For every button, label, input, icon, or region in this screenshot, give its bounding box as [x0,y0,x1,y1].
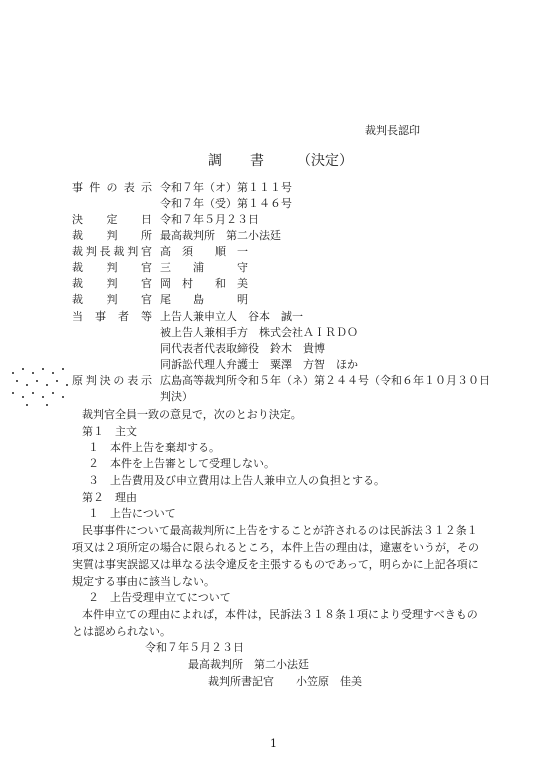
document-title-type: （決定） [297,153,353,169]
label-judge: 裁 判 官 [72,293,152,306]
original-judgment-1: 広島高等裁判所令和５年（ネ）第２４４号（令和６年１０月３０日 [160,374,490,387]
document-title: 調 書 [208,153,264,169]
label-parties: 当 事 者 等 [72,310,152,323]
judge-2: 岡 村 和 美 [160,277,248,290]
party-representative: 同代表者代表取締役 鈴木 貴博 [160,342,325,355]
reason-paragraph-2-line-2: とは認められない。 [72,625,171,638]
reason-paragraph-1-line-3: 実質は事実誤認又は単なる法令違反を主張するものであって，明らかに上記各項に [72,558,479,571]
reason-paragraph-1-line-2: 項又は２項所定の場合に限られるところ，本件上告の理由は，違憲をいうが，その [72,541,479,554]
perforation-marks [10,366,70,408]
case-number-2: 令和７年（受）第１４６号 [160,197,292,210]
reason-paragraph-1-line-1: 民事事件について最高裁判所に上告をすることが許されるのは民訴法３１２条１ [82,524,478,537]
order-item-2: ２ 本件を上告審として受理しない。 [88,457,275,470]
label-original-judgment: 原判決の表示 [72,374,152,387]
order-item-3: ３ 上告費用及び申立費用は上告人兼申立人の負担とする。 [88,474,385,487]
reason-paragraph-1-line-4: 規定する事由に該当しない。 [72,575,215,588]
party-appellee: 被上告人兼相手方 株式会社ＡＩＲＤＯ [160,326,358,339]
judge-1: 三 浦 守 [160,261,248,274]
label-court: 裁 判 所 [72,229,152,242]
page-number: 1 [270,737,277,750]
party-appellant: 上告人兼申立人 谷本 誠一 [160,310,303,323]
court-clerk: 裁判所書記官 小笠原 佳美 [208,675,362,688]
judge-stamp-label: 裁判長認印 [365,124,420,137]
section-1-heading: 第１ 主文 [82,425,137,438]
label-case: 事件の表示 [72,181,152,194]
label-presiding-judge: 裁判長裁判官 [72,245,152,258]
judge-3: 尾 島 明 [160,293,248,306]
presiding-judge: 高 須 順 一 [160,245,248,258]
section-2-heading: 第２ 理由 [82,491,137,504]
decision-date: 令和７年５月２３日 [160,213,259,226]
closing-date: 令和７年５月２３日 [145,641,244,654]
party-counsel: 同訴訟代理人弁護士 粟澤 方智 ほか [160,358,358,371]
label-decision-date: 決 定 日 [72,213,152,226]
label-judge: 裁 判 官 [72,261,152,274]
intro-text: 裁判官全員一致の意見で，次のとおり決定。 [82,408,302,421]
order-item-1: １ 本件上告を棄却する。 [88,441,220,454]
closing-court: 最高裁判所 第二小法廷 [188,658,309,671]
reason-paragraph-2-line-1: 本件申立ての理由によれば，本件は，民訴法３１８条１項により受理すべきもの [82,608,478,621]
original-judgment-2: 判決） [160,390,193,403]
reason-item-1-heading: １ 上告について [88,507,176,520]
label-judge: 裁 判 官 [72,277,152,290]
court-name: 最高裁判所 第二小法廷 [160,229,281,242]
case-number-1: 令和７年（オ）第１１１号 [160,181,292,194]
reason-item-2-heading: ２ 上告受理申立てについて [88,591,231,604]
